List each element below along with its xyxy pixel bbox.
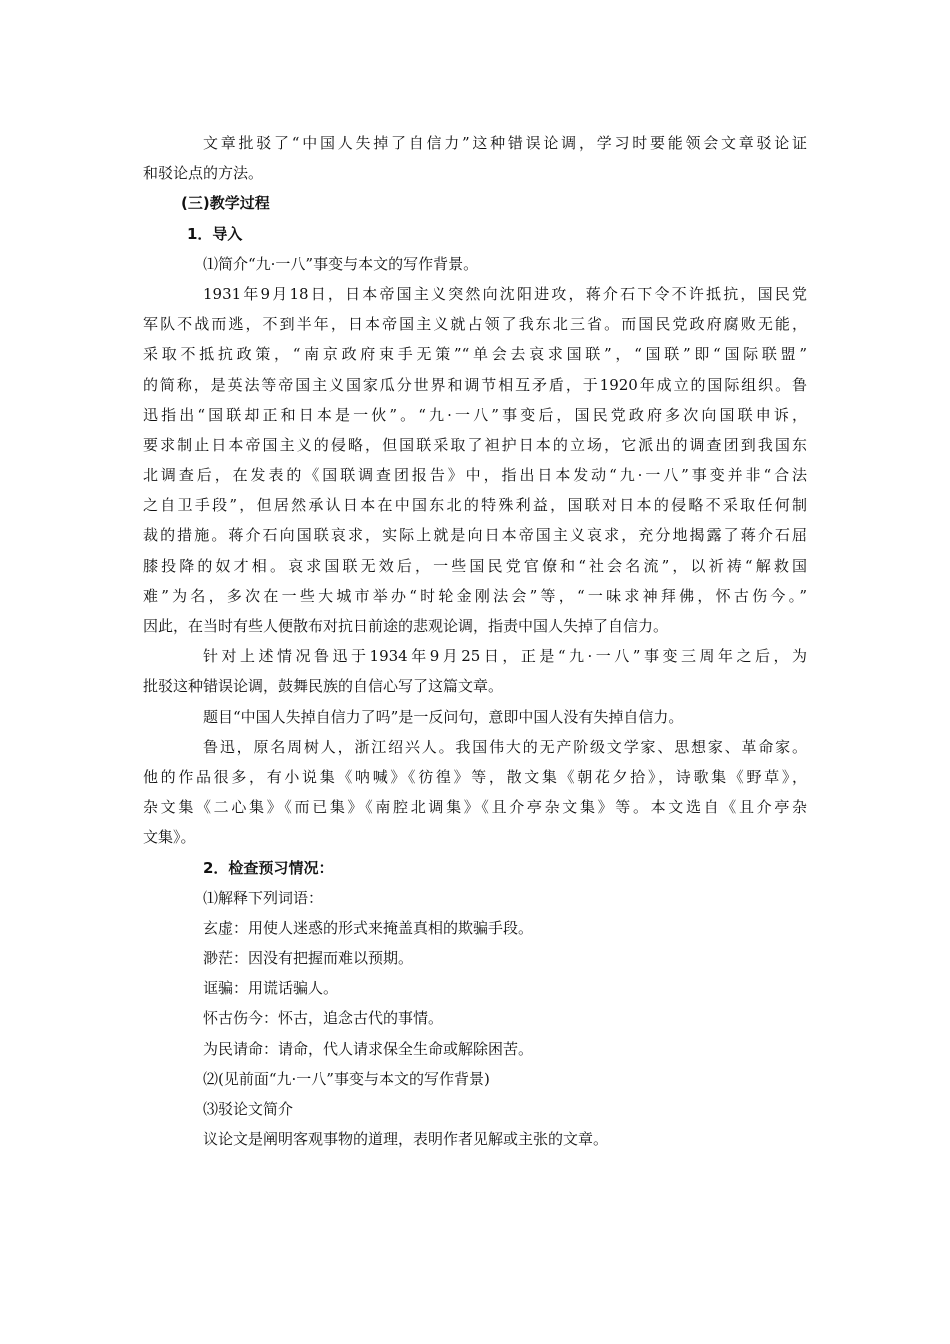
author-paragraph-line: 杂文集《二心集》《而已集》《南腔北调集》《且介亭杂文集》等。本文选自《且介亭杂: [143, 798, 807, 817]
step1-heading: 1．导入: [187, 224, 243, 243]
background-paragraph-line: 采取不抵抗政策，“南京政府束手无策”“单会去哀求国联”，“国联”即“国际联盟”: [143, 345, 807, 364]
author-paragraph-line: 他的作品很多，有小说集《呐喊》《彷徨》等，散文集《朝花夕拾》，诗歌集《野草》，: [143, 767, 807, 786]
background-paragraph-line: 北调查后，在发表的《国联调查团报告》中，指出日本发动“九·一八”事变并非“合法: [143, 466, 807, 485]
background-paragraph-line: 要求制止日本帝国主义的侵略，但国联采取了袒护日本的立场，它派出的调查团到我国东: [143, 435, 807, 454]
section-heading: (三)教学过程: [181, 194, 270, 213]
step1-subheading: ⑴简介“九·一八”事变与本文的写作背景。: [203, 254, 479, 273]
author-paragraph-line: 鲁迅，原名周树人，浙江绍兴人。我国伟大的无产阶级文学家、思想家、革命家。: [203, 737, 807, 756]
background-paragraph-line: 因此，在当时有些人便散布对抗日前途的悲观论调，指责中国人失掉了自信力。: [143, 617, 669, 635]
vocabulary-term: 为民请命：请命，代人请求保全生命或解除困苦。: [203, 1039, 534, 1058]
background-paragraph-line: 难”为名，多次在一些大城市举办“时轮金刚法会”等，“一味求神拜佛，怀古伤今。”: [143, 586, 807, 605]
step2-heading: 2．检查预习情况：: [203, 858, 334, 877]
step2-subheading: ⑴解释下列词语：: [203, 888, 324, 907]
background-paragraph-line: 的简称，是英法等帝国主义国家瓜分世界和调节相互矛盾，于1920年成立的国际组织。鲁: [143, 375, 807, 394]
intro-paragraph-line: 和驳论点的方法。: [143, 164, 264, 183]
title-note-paragraph: 题目“中国人失掉自信力了吗”是一反问句，意即中国人没有失掉自信力。: [203, 707, 684, 726]
background-paragraph-line: 军队不战而逃，不到半年，日本帝国主义就占领了我东北三省。而国民党政府腐败无能，: [143, 315, 807, 334]
step2-subheading: ⑵(见前面“九·一八”事变与本文的写作背景): [203, 1069, 490, 1088]
background-paragraph-line: 之自卫手段”，但居然承认日本在中国东北的特殊利益，国联对日本的侵略不采取任何制: [143, 496, 807, 515]
vocabulary-term: 诓骗：用谎话骗人。: [203, 979, 339, 998]
purpose-paragraph-line: 针对上述情况鲁迅于1934年9月25日，正是“九·一八”事变三周年之后，为: [203, 647, 807, 666]
intro-paragraph-line: 文章批驳了“中国人失掉了自信力”这种错误论调，学习时要能领会文章驳论证: [203, 134, 807, 152]
purpose-paragraph-line: 批驳这种错误论调，鼓舞民族的自信心写了这篇文章。: [143, 677, 504, 696]
author-paragraph-line: 文集》。: [143, 828, 196, 847]
background-paragraph-line: 1931年9月18日，日本帝国主义突然向沈阳进攻，蒋介石下令不许抵抗，国民党: [203, 284, 807, 303]
background-paragraph-line: 膝投降的奴才相。哀求国联无效后，一些国民党官僚和“社会名流”，以祈祷“解救国: [143, 556, 807, 575]
definition-paragraph: 议论文是阐明客观事物的道理，表明作者见解或主张的文章。: [203, 1130, 609, 1149]
background-paragraph-line: 迅指出“国联却正和日本是一伙”。“九·一八”事变后，国民党政府多次向国联申诉，: [143, 405, 807, 424]
vocabulary-term: 怀古伤今：怀古，追念古代的事情。: [203, 1009, 444, 1028]
background-paragraph-line: 裁的措施。蒋介石向国联哀求，实际上就是向日本帝国主义哀求，充分地揭露了蒋介石屈: [143, 526, 807, 545]
vocabulary-term: 渺茫：因没有把握而难以预期。: [203, 949, 414, 968]
page-body: [143, 134, 807, 1160]
step2-subheading: ⑶驳论文简介: [203, 1100, 294, 1118]
vocabulary-term: 玄虚：用使人迷惑的形式来掩盖真相的欺骗手段。: [203, 918, 534, 937]
